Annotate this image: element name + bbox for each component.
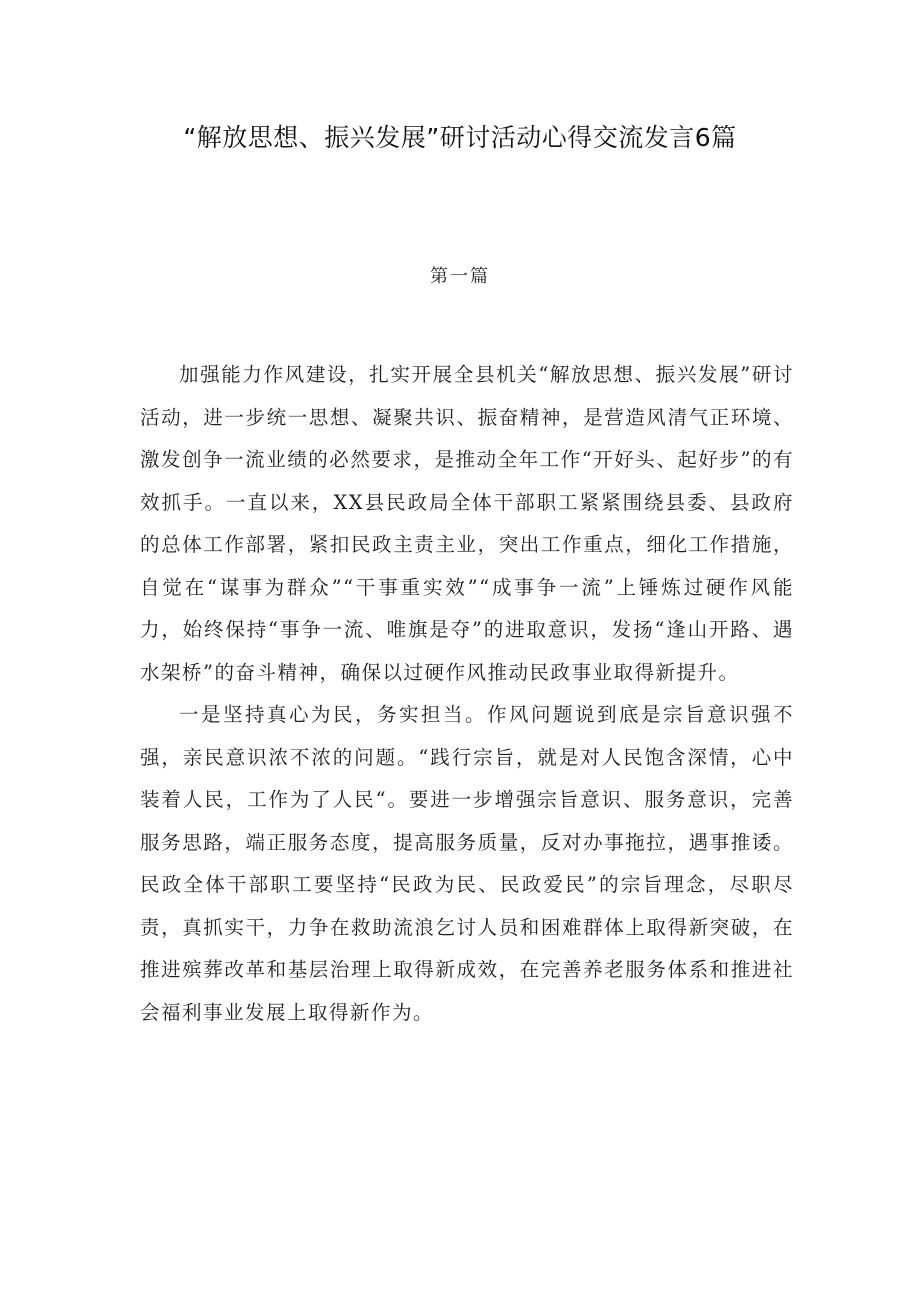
document-body [140,354,794,1034]
section-heading: 第一篇 [430,266,490,287]
paragraph-1: 加强能力作风建设，扎实开展全县机关“解放思想、振兴发展”研讨活动，进一步统一思想、凝聚共识、振奋精神，是营造风清气正环境、激发创争一流业绩的必然要求，是推动全年工作“开好头、起好步”的有效抓手。一直以来，XX县民政局全体干部职工紧紧围绕县委、县政府的总体工作部署，紧扣民政主责主业，突出工作重点，细化工作措施，自觉在“谋事为群众”“干事重实效”“成事争一流”上锤炼过硬作风能力，始终保持“事争一流、唯旗是夺”的进取意识，发扬“逢山开路、遇水架桥”的奋斗精神，确保以过硬作风推动民政事业取得新提升。 [140,363,794,684]
paragraph-2: 一是坚持真心为民，务实担当。作风问题说到底是宗旨意识强不强，亲民意识浓不浓的问题。“践行宗旨，就是对人民饱含深情，心中装着人民，工作为了人民“。要进一步增强宗旨意识、服务意识，完善服务思路，端正服务态度，提高服务质量，反对办事拖拉，遇事推诿。民政全体干部职工要坚持“民政为民、民政爱民”的宗旨理念，尽职尽责，真抓实干，力争在救助流浪乞讨人员和困难群体上取得新突破，在推进殡葬改革和基层治理上取得新成效，在完善养老服务体系和推进社会福利事业发展上取得新作为。 [140,703,794,1024]
document-title: “解放思想、振兴发展”研讨活动心得交流发言6篇 [183,123,737,152]
